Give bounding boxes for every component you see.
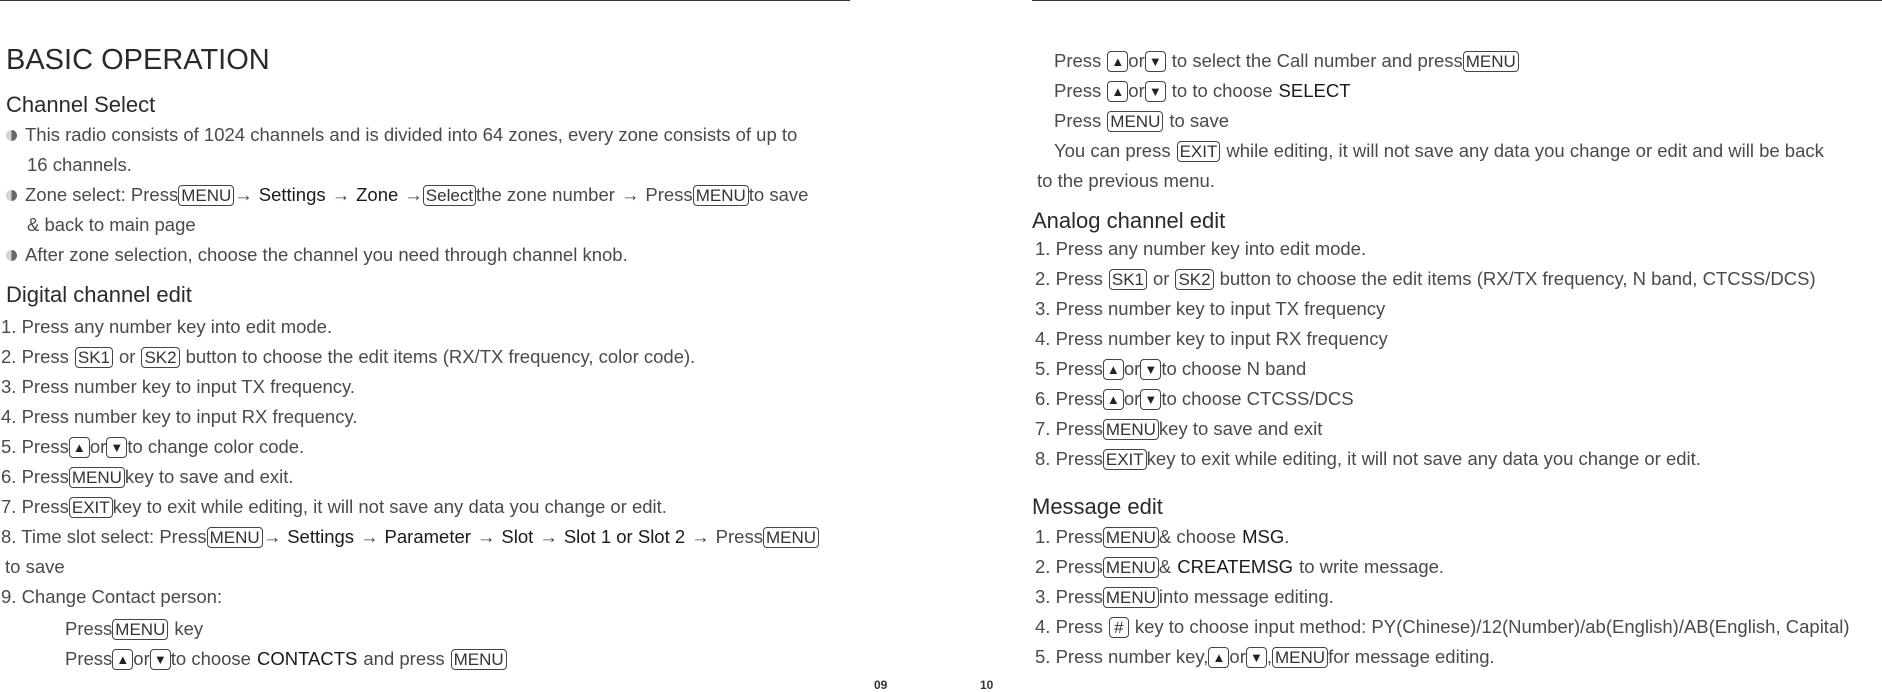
- page-title: BASIC OPERATION: [6, 44, 270, 76]
- select-key-icon: Select: [423, 185, 476, 206]
- menu-key-icon: MENU: [451, 649, 507, 670]
- digital-step-8-cont: to save: [5, 556, 65, 577]
- contacts-cont-line-5: to the previous menu.: [1037, 170, 1215, 191]
- digital-step-9: 9. Change Contact person:: [1, 586, 223, 607]
- digital-step-9-sub-2: Press ▲ or ▼ to choose CONTACTS and press MENU: [65, 647, 507, 671]
- message-step-2: 2. Press MENU & CREATEMSG to write message.: [1035, 556, 1445, 577]
- channel-select-heading: Channel Select: [6, 92, 156, 117]
- exit-key-icon: EXIT: [1103, 449, 1147, 470]
- analog-step-6: 6. Press ▲ or ▼ to choose CTCSS/DCS: [1035, 388, 1354, 409]
- exit-key-icon: EXIT: [69, 497, 113, 518]
- analog-step-1: 1. Press any number key into edit mode.: [1035, 238, 1367, 259]
- down-arrow-key-icon: ▼: [1145, 51, 1166, 72]
- down-arrow-key-icon: ▼: [1145, 81, 1166, 102]
- channel-select-bullet-3: After zone selection, choose the channel you need through channel knob.: [6, 243, 628, 267]
- contacts-cont-line-4: You can press EXIT while editing, it will not save any data you change or edit and will be back: [1054, 140, 1824, 161]
- digital-step-3: 3. Press number key to input TX frequency.: [1, 376, 356, 397]
- left-page: [1, 0, 856, 689]
- sk1-key-icon: SK1: [75, 347, 113, 368]
- down-arrow-key-icon: ▼: [106, 437, 127, 458]
- digital-step-5: 5. Press ▲ or ▼ to change color code.: [1, 436, 305, 457]
- digital-channel-heading: Digital channel edit: [6, 282, 192, 307]
- analog-step-7: 7. Press MENU key to save and exit: [1035, 418, 1323, 439]
- message-edit-heading: Message edit: [1032, 494, 1163, 519]
- menu-key-icon: MENU: [1103, 419, 1159, 440]
- message-step-3: 3. Press MENU into message editing.: [1035, 586, 1334, 607]
- analog-step-8: 8. Press EXIT key to exit while editing, it will not save any data you change or edit.: [1035, 448, 1701, 469]
- contacts-cont-line-2: Press ▲ or ▼ to to choose SELECT: [1054, 80, 1351, 101]
- sk1-key-icon: SK1: [1109, 269, 1147, 290]
- sk2-key-icon: SK2: [141, 347, 179, 368]
- up-arrow-key-icon: ▲: [1208, 647, 1229, 668]
- page-number-left: 09: [874, 678, 888, 692]
- digital-step-2: 2. Press SK1 or SK2 button to choose the edit items (RX/TX frequency, color code).: [1, 346, 696, 367]
- menu-key-icon: MENU: [207, 527, 263, 548]
- channel-select-bullet-1-cont: 16 channels.: [27, 154, 132, 175]
- channel-select-bullet-2-cont: & back to main page: [27, 214, 196, 235]
- analog-step-4: 4. Press number key to input RX frequency: [1035, 328, 1388, 349]
- bullet-icon: [6, 190, 17, 201]
- up-arrow-key-icon: ▲: [69, 437, 90, 458]
- message-step-4: 4. Press # key to choose input method: PY(Chinese)/12(Number)/ab(English)/AB(English, Capital): [1035, 616, 1850, 637]
- menu-key-icon: MENU: [693, 185, 749, 206]
- up-arrow-key-icon: ▲: [112, 649, 133, 670]
- bullet-icon: [6, 130, 17, 141]
- exit-key-icon: EXIT: [1177, 141, 1221, 162]
- up-arrow-key-icon: ▲: [1107, 81, 1128, 102]
- down-arrow-key-icon: ▼: [1246, 647, 1267, 668]
- digital-step-6: 6. Press MENU key to save and exit.: [1, 466, 294, 487]
- page-number-right: 10: [980, 678, 994, 692]
- analog-step-2: 2. Press SK1 or SK2 button to choose the edit items (RX/TX frequency, N band, CTCSS/DCS): [1035, 268, 1816, 289]
- channel-select-bullet-2: Zone select: Press MENU → Settings → Zone → Select the zone number → Press MENU to save: [6, 183, 808, 207]
- menu-key-icon: MENU: [763, 527, 819, 548]
- up-arrow-key-icon: ▲: [1103, 359, 1124, 380]
- digital-step-1: 1. Press any number key into edit mode.: [1, 316, 333, 337]
- message-step-5: 5. Press number key, ▲ or ▼ , MENU for message editing.: [1035, 646, 1495, 667]
- down-arrow-key-icon: ▼: [150, 649, 171, 670]
- analog-channel-heading: Analog channel edit: [1032, 208, 1226, 233]
- menu-key-icon: MENU: [1463, 51, 1519, 72]
- down-arrow-key-icon: ▼: [1140, 389, 1161, 410]
- menu-key-icon: MENU: [1103, 557, 1159, 578]
- down-arrow-key-icon: ▼: [1140, 359, 1161, 380]
- menu-key-icon: MENU: [1103, 527, 1159, 548]
- menu-key-icon: MENU: [178, 185, 234, 206]
- bullet-icon: [6, 250, 17, 261]
- channel-select-bullet-1: This radio consists of 1024 channels and is divided into 64 zones, every zone consists of up to: [6, 123, 797, 147]
- up-arrow-key-icon: ▲: [1107, 51, 1128, 72]
- sk2-key-icon: SK2: [1175, 269, 1213, 290]
- digital-step-4: 4. Press number key to input RX frequency.: [1, 406, 358, 427]
- digital-step-7: 7. Press EXIT key to exit while editing, it will not save any data you change or edit.: [1, 496, 667, 517]
- analog-step-5: 5. Press ▲ or ▼ to choose N band: [1035, 358, 1307, 379]
- menu-key-icon: MENU: [1103, 587, 1159, 608]
- contacts-cont-line-1: Press ▲ or ▼ to select the Call number and press MENU: [1054, 49, 1519, 73]
- message-step-1: 1. Press MENU & choose MSG .: [1035, 526, 1290, 547]
- analog-step-3: 3. Press number key to input TX frequency: [1035, 298, 1386, 319]
- right-page: [1032, 0, 1882, 689]
- hash-key-icon: #: [1109, 617, 1129, 638]
- menu-key-icon: MENU: [112, 619, 168, 640]
- digital-step-9-sub-1: Press MENU key: [65, 618, 204, 639]
- menu-key-icon: MENU: [1272, 647, 1328, 668]
- up-arrow-key-icon: ▲: [1103, 389, 1124, 410]
- menu-key-icon: MENU: [1107, 111, 1163, 132]
- contacts-cont-line-3: Press MENU to save: [1054, 110, 1230, 131]
- menu-key-icon: MENU: [69, 467, 125, 488]
- digital-step-8: 8. Time slot select: Press MENU → Settings → Parameter → Slot → Slot 1 or Slot 2 → Press MENU: [1, 525, 819, 549]
